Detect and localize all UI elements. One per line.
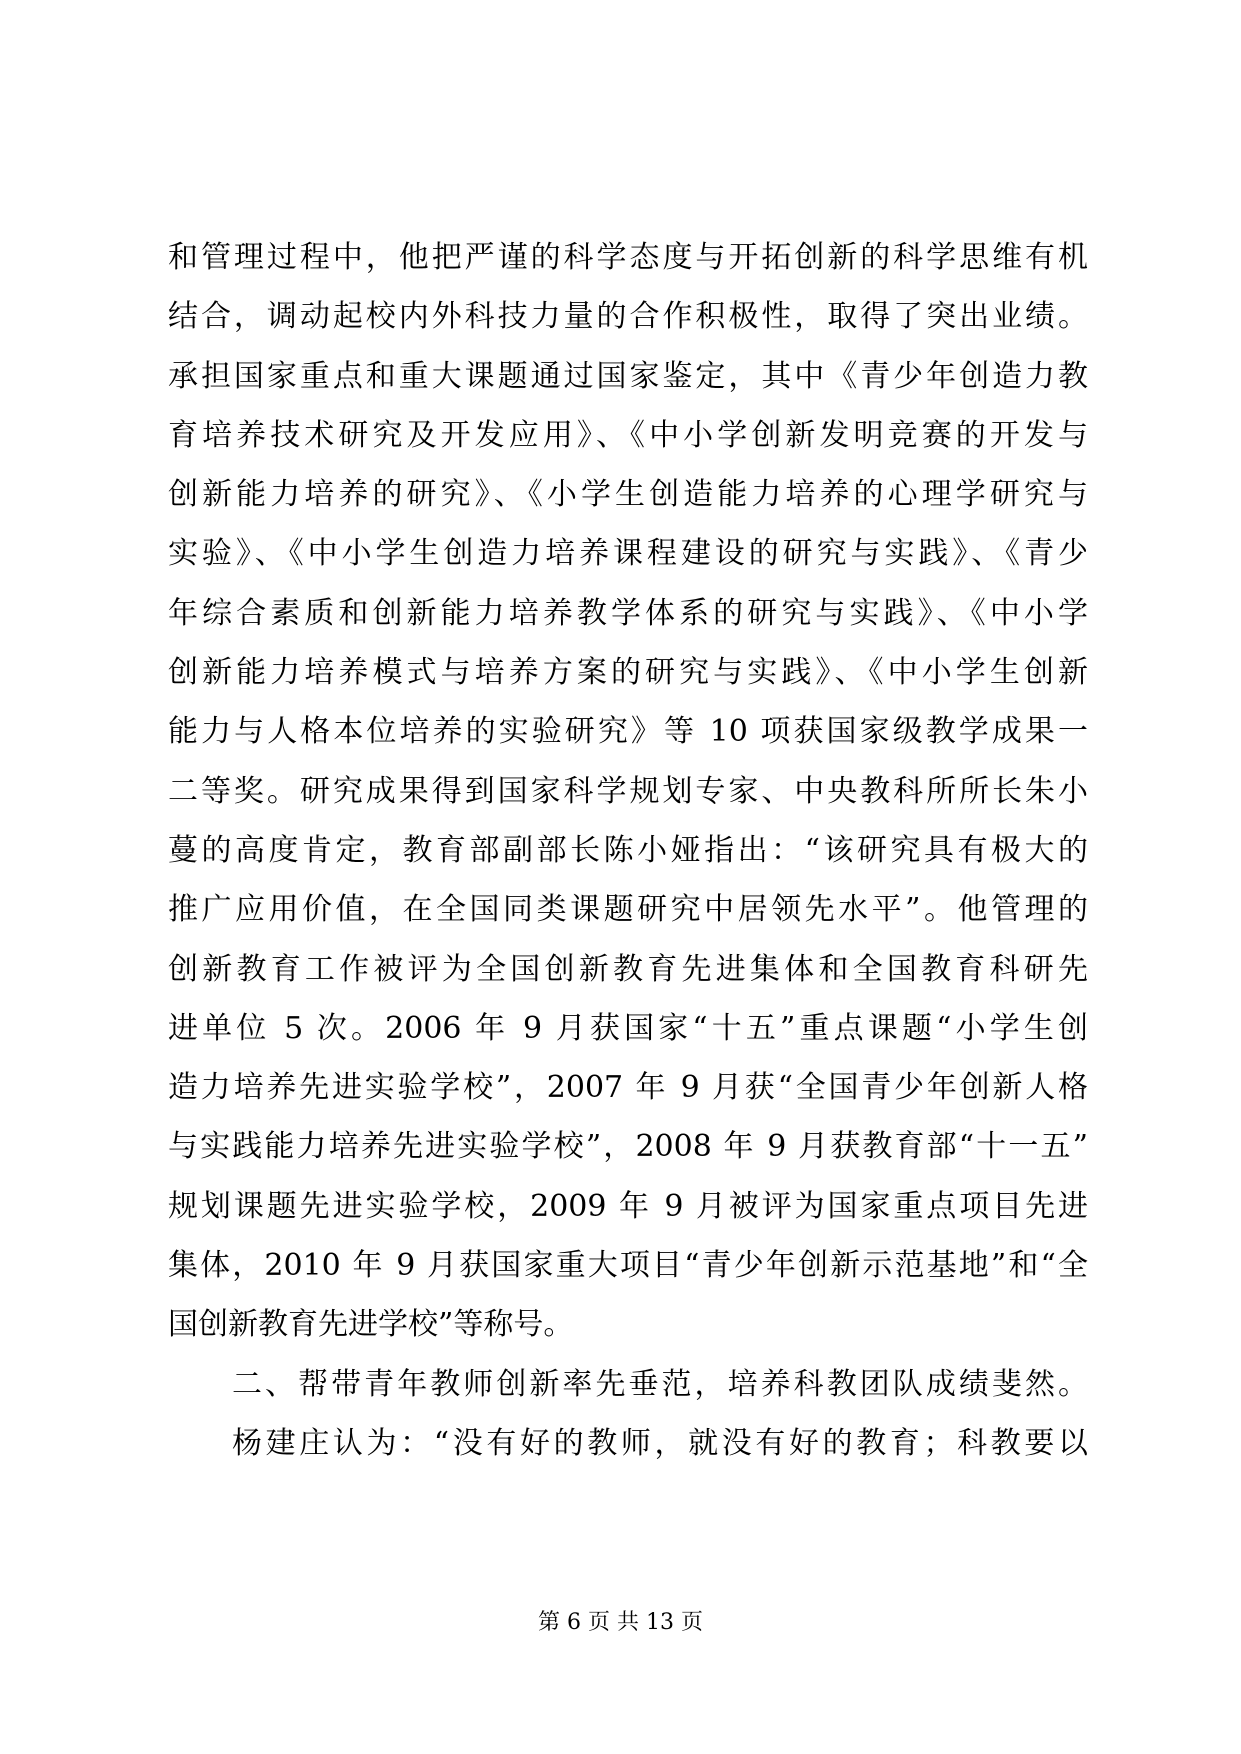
text-line: 实验》、《中小学生创造力培养课程建设的研究与实践》、《青少 xyxy=(168,536,1088,572)
text-line: 规划课题先进实验学校，2009 年 9 月被评为国家重点项目先进 xyxy=(168,1188,1088,1224)
text-line: 造力培养先进实验学校”，2007 年 9 月获“全国青少年创新人格 xyxy=(168,1070,1088,1106)
text-line: 创新能力培养的研究》、《小学生创造能力培养的心理学研究与 xyxy=(168,477,1088,513)
text-line: 国创新教育先进学校”等称号。 xyxy=(168,1307,574,1343)
text-line: 蔓的高度肯定，教育部副部长陈小娅指出：“该研究具有极大的 xyxy=(168,832,1088,868)
text-line: 创新教育工作被评为全国创新教育先进集体和全国教育科研先 xyxy=(168,951,1088,987)
text-line: 承担国家重点和重大课题通过国家鉴定，其中《青少年创造力教 xyxy=(168,358,1088,394)
text-line: 创新能力培养模式与培养方案的研究与实践》、《中小学生创新 xyxy=(168,655,1088,691)
text-line: 进单位 5 次。2006 年 9 月获国家“十五”重点课题“小学生创 xyxy=(168,1010,1088,1046)
text-line: 结合，调动起校内外科技力量的合作积极性，取得了突出业绩。 xyxy=(168,299,1088,335)
text-line: 推广应用价值，在全国同类课题研究中居领先水平”。他管理的 xyxy=(168,892,1088,928)
text-line: 年综合素质和创新能力培养教学体系的研究与实践》、《中小学 xyxy=(168,595,1088,631)
page-footer: 第 6 页 共 13 页 xyxy=(538,1610,703,1635)
section-heading: 二、帮带青年教师创新率先垂范，培养科教团队成绩斐然。 xyxy=(232,1366,1088,1402)
text-line: 二等奖。研究成果得到国家科学规划专家、中央教科所所长朱小 xyxy=(168,773,1088,809)
text-line: 能力与人格本位培养的实验研究》等 10 项获国家级教学成果一 xyxy=(168,714,1088,750)
body-text xyxy=(168,228,1088,1473)
text-line: 育培养技术研究及开发应用》、《中小学创新发明竞赛的开发与 xyxy=(168,417,1088,453)
text-line: 和管理过程中，他把严谨的科学态度与开拓创新的科学思维有机 xyxy=(168,240,1088,275)
text-line: 与实践能力培养先进实验学校”，2008 年 9 月获教育部“十一五” xyxy=(168,1129,1088,1165)
text-line: 杨建庄认为：“没有好的教师，就没有好的教育；科教要以 xyxy=(232,1425,1088,1461)
text-line: 集体，2010 年 9 月获国家重大项目“青少年创新示范基地”和“全 xyxy=(168,1248,1088,1284)
